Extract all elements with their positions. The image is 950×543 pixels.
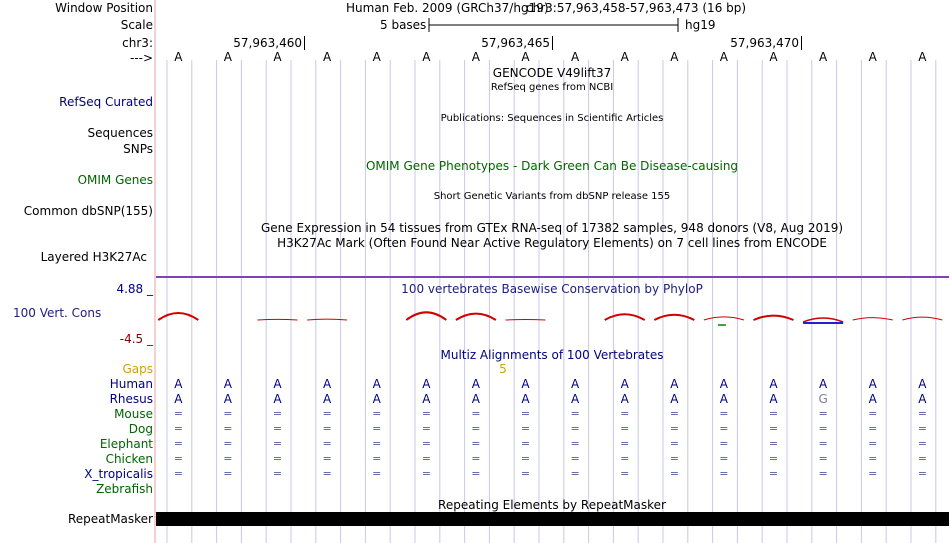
scale-db: hg19 <box>685 18 716 32</box>
alignment-cell: = <box>620 467 630 480</box>
species-label-x_tropicalis[interactable]: X_tropicalis <box>84 467 153 481</box>
alignment-cell: A <box>670 377 679 391</box>
alignment-cell: = <box>818 407 828 420</box>
alignment-cell: = <box>719 437 729 450</box>
alignment-cell: = <box>917 467 927 480</box>
alignment-cell: = <box>173 422 183 435</box>
alignment-cell: = <box>421 467 431 480</box>
position-readout: chr3:57,963,458-57,963,473 (16 bp) <box>526 1 747 15</box>
alignment-cell: = <box>868 467 878 480</box>
alignment-cell: = <box>421 407 431 420</box>
alignment-cell: = <box>322 452 332 465</box>
alignment-cell: A <box>273 392 282 406</box>
alignment-cell: = <box>719 407 729 420</box>
alignment-cell: = <box>471 437 481 450</box>
alignment-cell: = <box>272 452 283 465</box>
alignment-cell: = <box>768 467 779 480</box>
alignment-cell: = <box>520 407 531 420</box>
base-letter: A <box>223 50 232 64</box>
species-label-zebrafish[interactable]: Zebrafish <box>96 482 153 496</box>
alignment-cell: A <box>719 392 728 406</box>
alignment-cell: = <box>818 422 828 435</box>
base-letter: A <box>322 50 332 64</box>
alignment-cell: = <box>520 467 531 480</box>
h3k27ac-track-title[interactable]: H3K27Ac Mark (Often Found Near Active Regulatory Elements) on 7 cell lines from ENCODE <box>277 236 827 250</box>
alignment-cell: = <box>223 422 233 435</box>
species-label-elephant[interactable]: Elephant <box>99 437 153 451</box>
repeatmasker-track-title[interactable]: Repeating Elements by RepeatMasker <box>438 498 666 512</box>
alignment-cell: A <box>372 392 381 406</box>
base-letter: A <box>422 50 431 64</box>
alignment-cell: = <box>322 422 332 435</box>
alignment-cell: = <box>520 452 531 465</box>
alignment-cell: A <box>174 392 183 406</box>
phylop-min-label: -4.5 _ <box>119 332 153 346</box>
alignment-cell: = <box>471 452 481 465</box>
alignment-cell: = <box>868 452 878 465</box>
alignment-cell: = <box>421 422 431 435</box>
alignment-cell: = <box>322 467 332 480</box>
base-letter: A <box>818 50 828 64</box>
alignment-cell: A <box>918 392 927 406</box>
alignment-cell: = <box>620 452 630 465</box>
alignment-cell: = <box>421 437 431 450</box>
base-letter: A <box>670 50 679 64</box>
alignment-cell: = <box>917 452 927 465</box>
alignment-cell: = <box>868 407 878 420</box>
phylop-peak <box>158 313 198 320</box>
alignment-cell: = <box>173 452 183 465</box>
alignment-cell: A <box>521 392 530 406</box>
alignment-cell: A <box>818 377 828 391</box>
alignment-cell: = <box>272 407 283 420</box>
alignment-cell: A <box>322 392 332 406</box>
coord-tick-1: 57,963,460 <box>233 36 305 50</box>
species-label-chicken[interactable]: Chicken <box>105 452 153 466</box>
alignment-cell: = <box>768 407 779 420</box>
alignment-cell: = <box>768 437 779 450</box>
alignment-cell: = <box>421 452 431 465</box>
base-letter: A <box>521 50 530 64</box>
alignment-cell: = <box>520 422 531 435</box>
h3k27ac-signal-line <box>156 276 949 278</box>
scale-bar <box>428 17 680 33</box>
alignment-cell: = <box>868 422 878 435</box>
gaps-label: Gaps <box>122 362 153 376</box>
alignment-cell: A <box>521 377 530 391</box>
alignment-cell: A <box>322 377 332 391</box>
alignment-cell: A <box>620 377 629 391</box>
alignment-cell: = <box>520 437 531 450</box>
base-letter: A <box>719 50 728 64</box>
alignment-cell: A <box>422 377 431 391</box>
sequences-label[interactable]: Sequences <box>87 126 153 140</box>
base-letter: A <box>868 50 877 64</box>
alignment-cell: = <box>223 452 233 465</box>
phylop-peak <box>307 319 347 320</box>
alignment-cell: = <box>917 437 927 450</box>
alignment-cell: = <box>173 407 183 420</box>
repeatmasker-bar[interactable] <box>156 512 949 526</box>
refseq-track-title[interactable]: RefSeq genes from NCBI <box>490 82 614 93</box>
alignment-cell: = <box>570 407 580 420</box>
common-dbsnp-label[interactable]: Common dbSNP(155) <box>23 204 153 218</box>
alignment-cell: A <box>868 392 877 406</box>
alignment-cell: A <box>372 377 381 391</box>
phylop-track-title[interactable]: 100 vertebrates Basewise Conservation by PhyloP <box>401 282 703 296</box>
base-letter: A <box>918 50 927 64</box>
assembly-name: Human Feb. 2009 (GRCh37/hg19) <box>346 1 549 15</box>
alignment-cell: A <box>570 377 580 391</box>
species-label-human[interactable]: Human <box>109 377 153 391</box>
species-label-rhesus[interactable]: Rhesus <box>109 392 153 406</box>
phylop-peak <box>406 312 446 320</box>
alignment-cell: = <box>620 437 630 450</box>
alignment-cell: = <box>570 437 580 450</box>
alignment-cell: A <box>223 392 232 406</box>
base-letter: A <box>620 50 629 64</box>
alignment-cell: = <box>471 422 481 435</box>
alignment-cell: G <box>818 392 828 406</box>
alignment-cell: A <box>670 392 679 406</box>
repeatmasker-label[interactable]: RepeatMasker <box>67 512 153 526</box>
alignment-cell: = <box>223 437 233 450</box>
alignment-cell: = <box>620 407 630 420</box>
phylop-plot <box>156 296 949 336</box>
alignment-cell: A <box>471 392 480 406</box>
alignment-cell: = <box>669 407 679 420</box>
alignment-cell: = <box>620 422 630 435</box>
base-letter: A <box>471 50 480 64</box>
alignment-cell: A <box>868 377 877 391</box>
alignment-cell: = <box>768 422 779 435</box>
alignment-cell: = <box>669 452 679 465</box>
multiz-track-title[interactable]: Multiz Alignments of 100 Vertebrates <box>440 348 664 362</box>
alignment-cell: = <box>272 437 283 450</box>
alignment-cell: = <box>471 467 481 480</box>
base-letter: A <box>570 50 580 64</box>
alignment-cell: = <box>719 467 729 480</box>
alignment-cell: = <box>570 422 580 435</box>
species-label-mouse[interactable]: Mouse <box>114 407 153 421</box>
layered-h3k27ac-label[interactable]: Layered H3K27Ac <box>40 250 147 264</box>
phylop-peak <box>704 317 744 320</box>
alignment-cell: A <box>769 377 778 391</box>
alignment-cell: = <box>917 407 927 420</box>
window-position-label: Window Position <box>55 1 153 15</box>
strand-label: ---> <box>129 51 153 65</box>
base-letter: A <box>769 50 778 64</box>
alignment-cell: A <box>769 392 778 406</box>
alignment-cell: = <box>818 452 828 465</box>
omim-genes-label[interactable]: OMIM Genes <box>77 173 153 187</box>
alignment-cell: = <box>471 407 481 420</box>
alignment-cell: = <box>272 422 283 435</box>
phylop-peak <box>456 314 496 320</box>
scale-label: Scale <box>120 18 153 32</box>
scale-text: 5 bases <box>380 18 427 32</box>
coord-tick-2: 57,963,465 <box>481 36 553 50</box>
alignment-cell: = <box>818 437 828 450</box>
alignment-cell: A <box>918 377 927 391</box>
alignment-cell: = <box>570 467 580 480</box>
species-label-dog[interactable]: Dog <box>128 422 153 436</box>
gtex-track-title[interactable]: Gene Expression in 54 tissues from GTEx RNA-seq of 17382 samples, 948 donors (V8, Aug 2019) <box>260 221 844 235</box>
alignment-cell: = <box>917 422 927 435</box>
alignment-cell: = <box>768 452 779 465</box>
refseq-curated-label[interactable]: RefSeq Curated <box>59 95 153 109</box>
phylop-peak <box>803 318 843 322</box>
alignment-cell: = <box>669 422 679 435</box>
alignment-cell: = <box>173 467 183 480</box>
alignment-cell: = <box>372 452 382 465</box>
phylop-peak <box>654 315 694 320</box>
alignment-cell: = <box>322 437 332 450</box>
phylop-peak <box>902 317 942 320</box>
alignment-cell: = <box>868 437 878 450</box>
alignment-cell: A <box>422 392 431 406</box>
alignment-cell: A <box>471 377 480 391</box>
gaps-value: 5 <box>499 362 507 376</box>
alignment-cell: = <box>372 467 382 480</box>
base-letter: A <box>372 50 381 64</box>
alignment-cell: = <box>272 467 283 480</box>
alignment-cell: A <box>273 377 282 391</box>
publications-track-title[interactable]: Publications: Sequences in Scientific Articles <box>440 113 664 124</box>
alignment-cell: = <box>372 407 382 420</box>
phylop-peak <box>853 318 893 320</box>
gencode-track-title[interactable]: GENCODE V49lift37 <box>492 66 612 80</box>
coord-tick-3: 57,963,470 <box>730 36 802 50</box>
alignment-cell: = <box>719 452 729 465</box>
base-letter: A <box>273 50 282 64</box>
phylop-peak <box>258 319 298 320</box>
alignment-cell: A <box>719 377 728 391</box>
alignment-cell: = <box>719 422 729 435</box>
alignment-cell: = <box>570 452 580 465</box>
alignment-cell: = <box>669 437 679 450</box>
phylop-max-label: 4.88 _ <box>116 282 153 296</box>
alignment-cell: = <box>372 422 382 435</box>
alignment-cell: A <box>620 392 629 406</box>
snps-label[interactable]: SNPs <box>123 142 153 156</box>
base-letter: A <box>174 50 183 64</box>
dbsnp-track-title[interactable]: Short Genetic Variants from dbSNP release 155 <box>433 191 671 202</box>
alignment-cell: = <box>173 437 183 450</box>
phylop-track-label[interactable]: 100 Vert. Cons <box>13 306 102 320</box>
alignment-cell: = <box>223 467 233 480</box>
alignment-cell: A <box>174 377 183 391</box>
phylop-peak <box>754 316 794 320</box>
alignment-cell: A <box>570 392 580 406</box>
alignment-cell: = <box>669 467 679 480</box>
phylop-peak <box>605 314 645 320</box>
alignment-cell: A <box>223 377 232 391</box>
omim-track-title[interactable]: OMIM Gene Phenotypes - Dark Green Can Be Disease-causing <box>365 159 739 173</box>
alignment-cell: = <box>223 407 233 420</box>
alignment-cell: = <box>818 467 828 480</box>
alignment-cell: = <box>322 407 332 420</box>
alignment-cell: = <box>372 437 382 450</box>
chrom-label: chr3: <box>122 36 153 50</box>
